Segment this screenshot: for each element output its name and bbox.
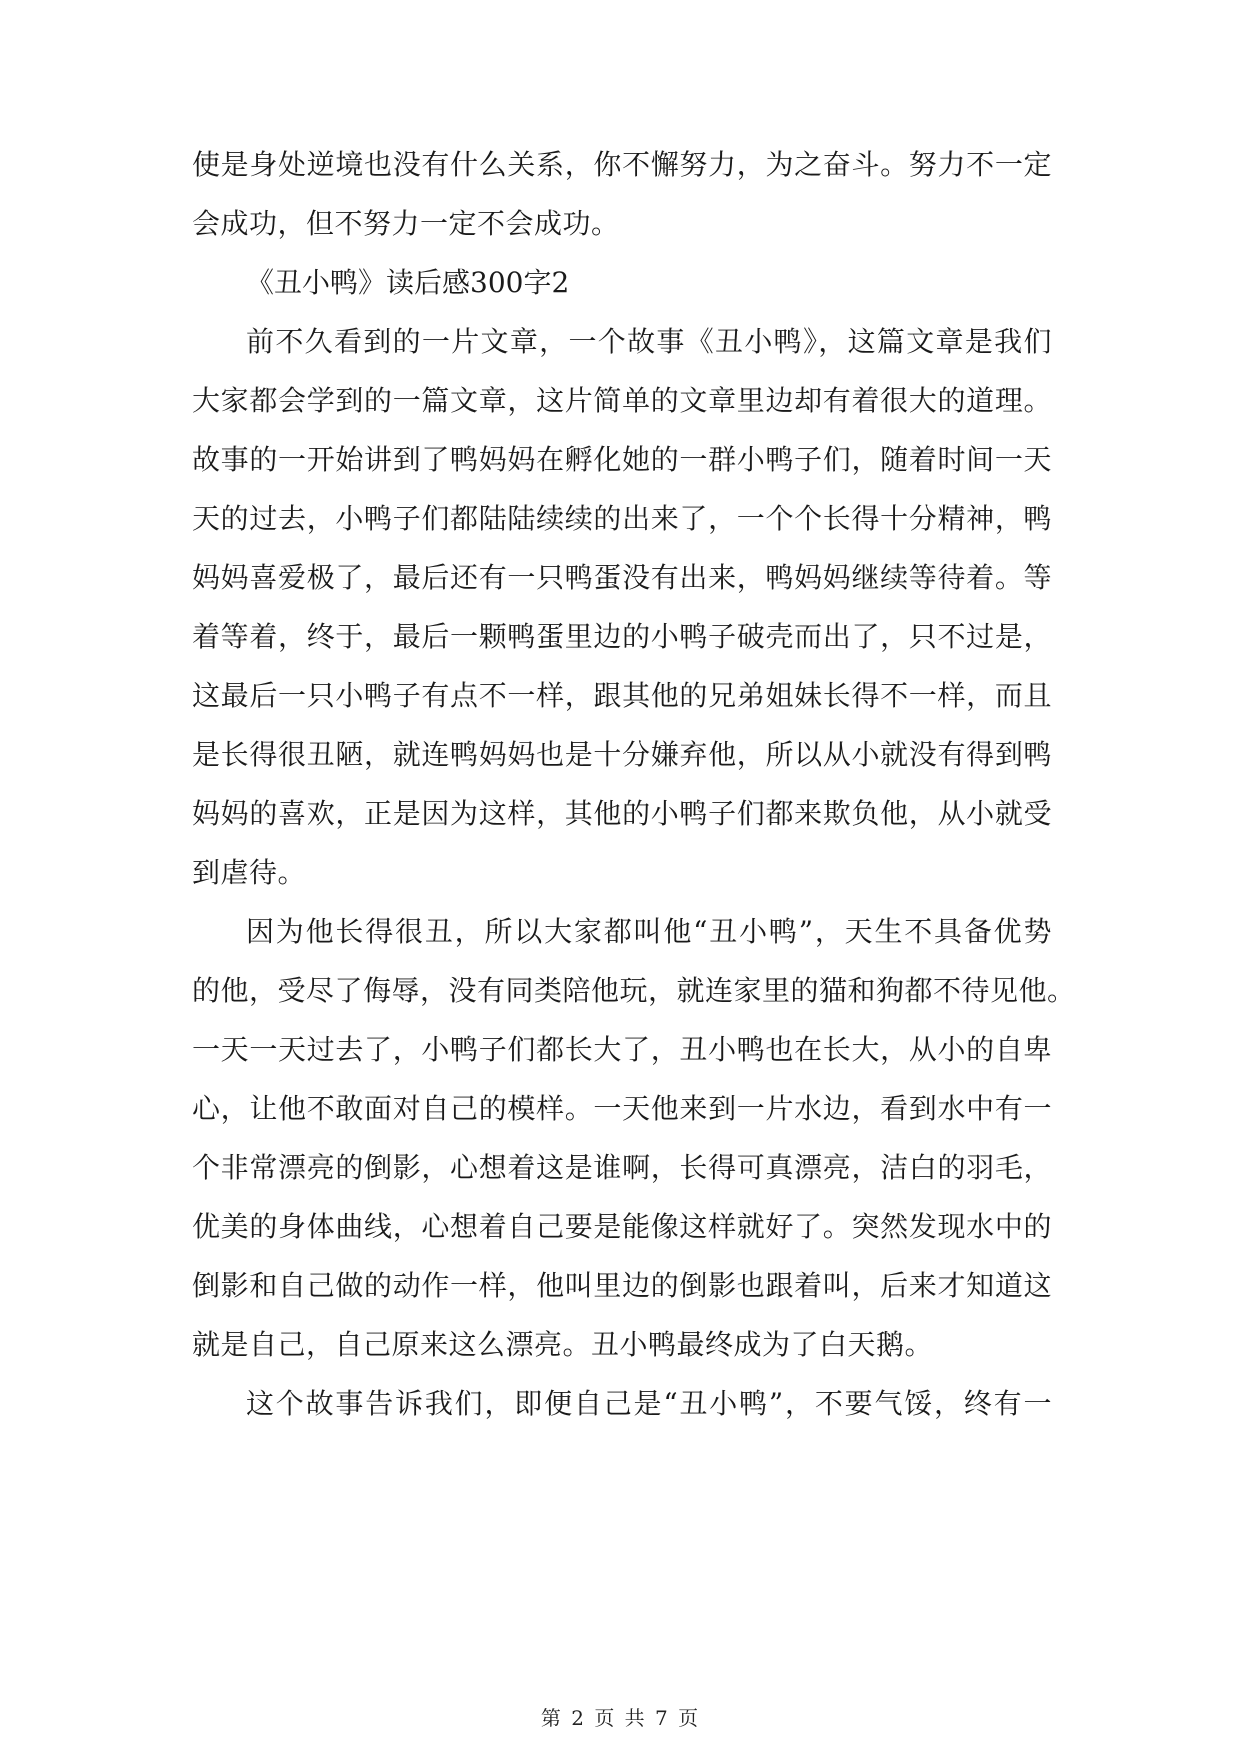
footer-suffix: 页 — [678, 1706, 701, 1730]
body-text-line: 会成功，但不努力一定不会成功。 — [192, 207, 620, 240]
body-text-line: 的他，受尽了侮辱，没有同类陪他玩，就连家里的猫和狗都不待见他。 — [192, 974, 1076, 1007]
paragraph-first-line: 前不久看到的一片文章，一个故事《丑小鸭》，这篇文章是我们 — [246, 325, 1052, 358]
body-text-line: 个非常漂亮的倒影，心想着这是谁啊，长得可真漂亮，洁白的羽毛， — [192, 1151, 1052, 1184]
body-text-line: 故事的一开始讲到了鸭妈妈在孵化她的一群小鸭子们，随着时间一天 — [192, 443, 1052, 476]
body-text-line: 就是自己，自己原来这么漂亮。丑小鸭最终成为了白天鹅。 — [192, 1328, 934, 1361]
body-text-line: 是长得很丑陋，就连鸭妈妈也是十分嫌弃他，所以从小就没有得到鸭 — [192, 738, 1052, 771]
body-text-line: 天的过去，小鸭子们都陆陆续续的出来了，一个个长得十分精神，鸭 — [192, 502, 1052, 535]
body-text-line: 大家都会学到的一篇文章，这片简单的文章里边却有着很大的道理。 — [192, 384, 1052, 417]
body-text-line: 妈妈喜爱极了，最后还有一只鸭蛋没有出来，鸭妈妈继续等待着。等 — [192, 561, 1052, 594]
body-text-line: 倒影和自己做的动作一样，他叫里边的倒影也跟着叫，后来才知道这 — [192, 1269, 1052, 1302]
current-page-number: 2 — [571, 1706, 586, 1730]
paragraph-first-line: 这个故事告诉我们，即便自己是“丑小鸭”，不要气馁，终有一 — [246, 1387, 1052, 1420]
footer-middle: 页 共 — [594, 1706, 647, 1730]
body-text-line: 到虐待。 — [192, 856, 307, 889]
section-heading: 《丑小鸭》读后感300字2 — [246, 266, 570, 299]
body-text-line: 优美的身体曲线，心想着自己要是能像这样就好了。突然发现水中的 — [192, 1210, 1052, 1243]
footer-prefix: 第 — [540, 1706, 563, 1730]
body-text-line: 使是身处逆境也没有什么关系，你不懈努力，为之奋斗。努力不一定 — [192, 148, 1052, 181]
body-text-line: 妈妈的喜欢，正是因为这样，其他的小鸭子们都来欺负他，从小就受 — [192, 797, 1052, 830]
body-text-line: 这最后一只小鸭子有点不一样，跟其他的兄弟姐妹长得不一样，而且 — [192, 679, 1052, 712]
body-text-line: 着等着，终于，最后一颗鸭蛋里边的小鸭子破壳而出了，只不过是， — [192, 620, 1052, 653]
body-text-line: 心，让他不敢面对自己的模样。一天他来到一片水边，看到水中有一 — [192, 1092, 1052, 1125]
total-pages-number: 7 — [655, 1706, 670, 1730]
paragraph-first-line: 因为他长得很丑，所以大家都叫他“丑小鸭”，天生不具备优势 — [246, 915, 1052, 948]
body-text-line: 一天一天过去了，小鸭子们都长大了，丑小鸭也在长大，从小的自卑 — [192, 1033, 1052, 1066]
page-footer — [0, 1706, 1241, 1730]
